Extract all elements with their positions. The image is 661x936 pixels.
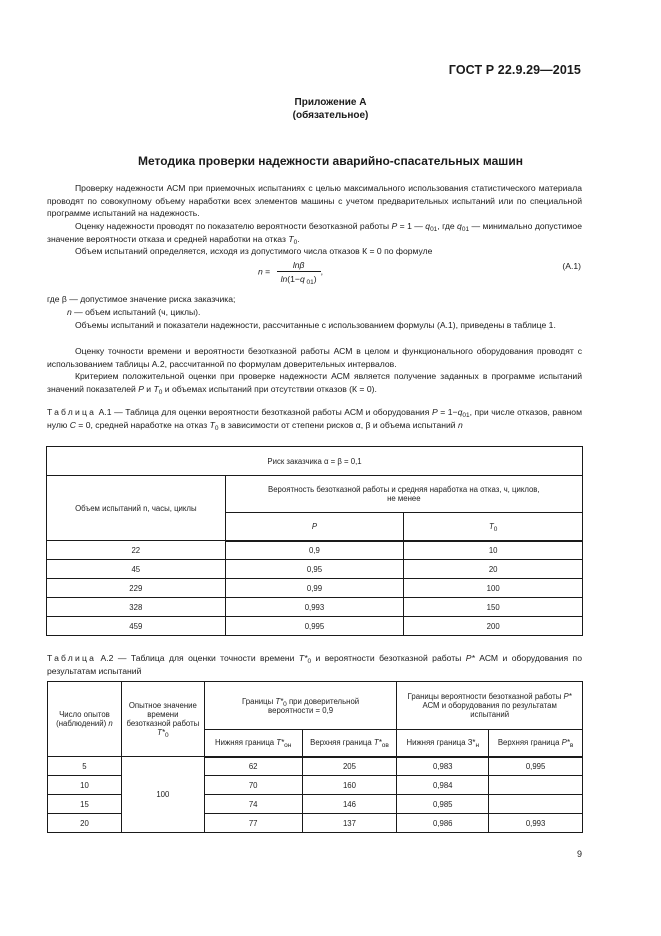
var-p: P* <box>465 653 475 663</box>
var-n: n <box>457 419 463 430</box>
cell-upper-t: 137 <box>302 814 397 833</box>
where-n <box>67 306 567 319</box>
cell-n: 229 <box>47 579 226 598</box>
formula-a1 <box>258 260 323 284</box>
var-c: C <box>69 419 76 430</box>
subscript: он <box>284 742 292 750</box>
text: Опытное значение времени безотказной работы <box>126 701 200 728</box>
text: и объемах испытаний при отсутствии отказов (К = 0). <box>162 383 377 394</box>
document-standard-id: ГОСТ Р 22.9.29—2015 <box>448 63 581 77</box>
cell-upper-p <box>489 776 583 795</box>
cell-n: 15 <box>48 795 122 814</box>
col-header-lower-p <box>397 730 489 757</box>
var-t: T <box>209 419 215 430</box>
den-sub: 01 <box>304 279 314 286</box>
cell-lower-p: 0,983 <box>397 757 489 776</box>
col-group-p-bounds <box>397 682 583 730</box>
cell-upper-t: 160 <box>302 776 397 795</box>
subscript: 0 <box>158 388 163 396</box>
paragraph-4: Объемы испытаний и показатели надежности, рассчитанные с использованием формулы (А.1), приведены в таблице 1. <box>75 320 556 330</box>
risk-header: Риск заказчика α = β = 0,1 <box>47 447 583 476</box>
cell-n: 459 <box>47 617 226 636</box>
subscript: 0 <box>307 658 312 665</box>
subscript: 0 <box>293 238 298 246</box>
cell-n: 45 <box>47 560 226 579</box>
cell-n: 328 <box>47 598 226 617</box>
var-t: T* <box>275 696 284 706</box>
cell-lower-t: 62 <box>204 757 302 776</box>
table-row <box>47 617 583 636</box>
cell-p: 0,9 <box>225 541 404 560</box>
formula-numerator <box>277 260 321 272</box>
paragraph-5: Оценку точности времени и вероятности безотказной работы АСМ в целом и функционального оборудования проводят с использованием таблицы А.2, рассчитанной по формулам доверительных интервалов. <box>47 346 582 369</box>
formula-lhs: n <box>258 266 263 277</box>
var-t: T* <box>298 653 308 663</box>
table-row <box>48 757 583 776</box>
subscript: в <box>569 742 574 750</box>
text: и <box>143 383 154 394</box>
cell-t0: 10 <box>404 541 583 560</box>
text: АСМ и оборудования по результатам испытаний <box>47 653 582 676</box>
col-header-p <box>225 513 404 541</box>
numerator-text: lnβ <box>292 260 305 270</box>
section-title: Методика проверки надежности аварийно-спасательных машин <box>138 154 523 168</box>
cell-upper-p: 0,995 <box>489 757 583 776</box>
var-n: n <box>108 719 113 728</box>
formula-denominator <box>277 272 321 284</box>
text: А.2 — Таблица для оценки точности времени <box>96 653 299 663</box>
var-t: T <box>488 521 494 531</box>
text: , где <box>437 221 458 231</box>
cell-p: 0,99 <box>225 579 404 598</box>
where-var: n <box>67 307 72 317</box>
subscript: 0 <box>214 424 219 432</box>
cell-p: 0,995 <box>225 617 404 636</box>
cell-p: 0,993 <box>225 598 404 617</box>
formula-fraction <box>277 260 324 286</box>
where-text: — допустимое значение риска заказчика; <box>66 294 236 304</box>
equation-number: (А.1) <box>562 261 581 271</box>
cell-upper-t: 205 <box>302 757 397 776</box>
text: Границы вероятности безотказной работы <box>407 692 564 701</box>
table-a2-caption <box>47 652 582 677</box>
var-p: P <box>138 383 144 394</box>
subscript: 01 <box>462 412 470 419</box>
cell-n: 5 <box>48 757 122 776</box>
den-close: ) <box>313 274 317 284</box>
cell-n: 22 <box>47 541 226 560</box>
text: Нижняя граница <box>215 738 277 748</box>
var-p: P* <box>563 692 572 701</box>
table-row <box>47 579 583 598</box>
table-a1 <box>46 446 583 636</box>
caption-label: Таблица <box>47 407 97 417</box>
var-q: q <box>457 221 462 231</box>
paragraph-2 <box>47 220 582 245</box>
text: АСМ и оборудования по результатам испытаний <box>422 701 557 719</box>
var-t: T* <box>373 738 382 748</box>
where-text: — объем испытаний (ч, циклы). <box>71 307 201 317</box>
formula-eq: = <box>262 266 271 277</box>
page-number: 9 <box>577 849 583 859</box>
cell-n: 20 <box>48 814 122 833</box>
where-beta <box>47 293 582 306</box>
col-header-lower-t <box>204 730 302 757</box>
cell-t0: 100 <box>404 579 583 598</box>
var-p: P <box>311 521 318 531</box>
text: — минимально допустимое значение вероятности отказа и средней наработки на отказ <box>47 221 582 244</box>
subscript: ов <box>381 742 389 750</box>
cell-t0-merged: 100 <box>121 757 204 833</box>
table-row <box>47 541 583 560</box>
col-header-t0 <box>121 682 204 757</box>
text: при доверительной вероятности = 0,9 <box>268 696 360 715</box>
paragraph-6 <box>47 370 582 395</box>
text: = 0, средней наработке на отказ <box>75 419 210 430</box>
den-q: q <box>299 274 305 284</box>
subscript: 01 <box>430 226 438 233</box>
where-label: где β <box>47 294 67 304</box>
text: = 1− <box>437 407 458 417</box>
text: Верхняя граница <box>497 738 562 748</box>
den-open: (1− <box>287 274 300 284</box>
text: А.1 — Таблица для оценки вероятности безотказной работы АСМ и оборудования <box>96 407 432 417</box>
var-t: T* <box>157 728 165 737</box>
subscript: 0 <box>493 525 498 533</box>
text: Границы <box>241 696 276 706</box>
var-t: T* <box>276 738 285 748</box>
formula-comma: , <box>320 266 324 277</box>
text: Оценку надежности проводят по показателю вероятности безотказной работы <box>75 221 392 231</box>
cell-upper-p: 0,993 <box>489 814 583 833</box>
col-header-upper-t <box>302 730 397 757</box>
col-header-upper-p <box>489 730 583 757</box>
subscript: 01 <box>461 226 470 233</box>
cell-upper-p <box>489 795 583 814</box>
cell-lower-p: 0,984 <box>397 776 489 795</box>
table-a1-caption <box>47 406 582 431</box>
text: Нижняя граница З* <box>406 738 476 748</box>
cell-lower-t: 74 <box>204 795 302 814</box>
cell-lower-p: 0,985 <box>397 795 489 814</box>
subscript: 0 <box>283 700 287 708</box>
cell-n: 10 <box>48 776 122 795</box>
col-group-header: Вероятность безотказной работы и средняя наработка на отказ, ч, циклов, не менее <box>225 476 582 513</box>
var-q: q <box>425 221 431 231</box>
table-row <box>47 560 583 579</box>
cell-lower-p: 0,986 <box>397 814 489 833</box>
text: и вероятности безотказной работы <box>311 653 466 663</box>
text: , при числе отказов, равном нулю <box>47 407 582 430</box>
paragraph-1: Проверку надежности АСМ при приемочных испытаниях с целью максимального использования статистического материала проводят по совокупному объему наработки всех элементов машины с учетом предварительных испытаний или по специальной программе испытаний на надежность. <box>47 183 582 219</box>
cell-t0: 20 <box>404 560 583 579</box>
subscript: 0 <box>164 732 169 739</box>
cell-upper-t: 146 <box>302 795 397 814</box>
cell-lower-t: 77 <box>204 814 302 833</box>
col-header-volume: Объем испытаний n, часы, циклы <box>47 476 226 541</box>
text: Критерием положительной оценки при проверке надежности АСМ является получение заданных в программе испытаний значений показателей <box>47 371 582 394</box>
den-ln: ln <box>280 274 288 284</box>
cell-t0: 150 <box>404 598 583 617</box>
caption-label: Таблица <box>47 653 97 663</box>
col-header-n <box>48 682 122 757</box>
text: = 1 — <box>397 221 426 231</box>
table-a2 <box>47 681 583 833</box>
var-p: P <box>431 407 438 417</box>
var-p: P* <box>561 738 570 748</box>
var-q: q <box>457 407 463 417</box>
paragraph-3: Объем испытаний определяется, исходя из допустимого числа отказов К = 0 по формуле <box>75 246 433 256</box>
text: Верхняя граница <box>310 738 374 748</box>
var-t: T <box>288 233 294 244</box>
text: Число опытов (наблюдений) <box>56 710 110 728</box>
col-group-t-bounds <box>204 682 397 730</box>
var-p: P <box>391 221 398 231</box>
cell-t0: 200 <box>404 617 583 636</box>
table-row <box>47 598 583 617</box>
col-header-t0 <box>404 513 583 541</box>
appendix-status: (обязательное) <box>292 110 369 121</box>
appendix-title: Приложение А <box>294 97 367 108</box>
subscript: н <box>475 742 480 750</box>
cell-lower-t: 70 <box>204 776 302 795</box>
text: . <box>297 233 300 244</box>
cell-p: 0,95 <box>225 560 404 579</box>
var-t: T <box>153 383 159 394</box>
text: в зависимости от степени рисков α, β и объема испытаний <box>218 419 458 430</box>
